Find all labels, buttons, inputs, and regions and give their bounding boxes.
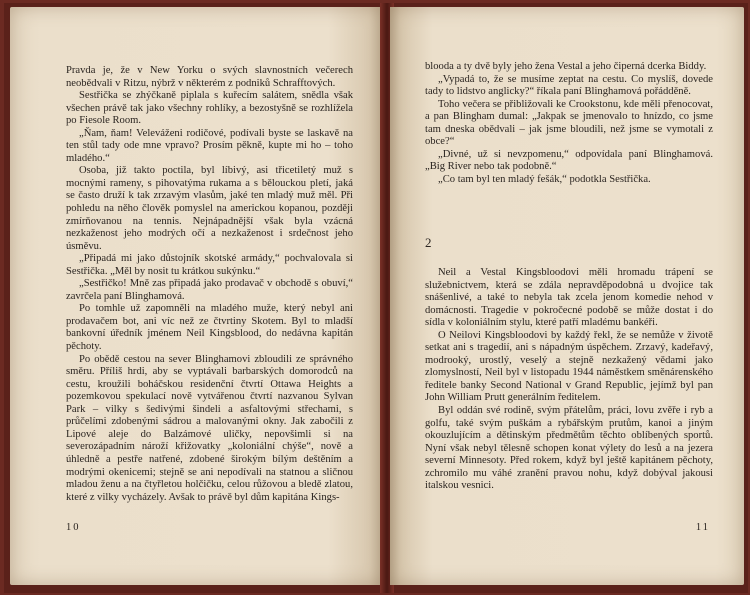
right-page [390,7,744,585]
page-number-left: 10 [66,522,81,533]
paragraph: Toho večera se přibližovali ke Crookstonu, kde měli přenocovat, a pan Blingham dumal: „Jakpak se jmenovalo to hnízdo, co jsme tam dneska obědvali – jak jsme bloudili, než jsme se vymotali z obce?“ [425,98,713,148]
paragraph: „Sestřičko! Mně zas připadá jako prodavač v obchodě s obuví,“ zavrčela paní Blinghamová. [66,278,353,302]
paragraph: „Ňam, ňam! Veleváženi rodičové, podívali byste se laskavě na ten stůl tady ode mne vpravo? Prosím pěkně, kupte mi ho – toho mladého.“ [66,127,353,164]
right-page-text-bottom [425,267,713,493]
left-page [10,7,384,585]
left-page-text [66,65,353,504]
paragraph: Pravda je, že v New Yorku o svých slavnostních večerech neobědvali v Ritzu, nýbrž v některém z podniků Schrafftových. [66,65,353,89]
right-page-text-top [425,61,713,186]
paragraph: Osoba, již takto poctila, byl líbivý, asi třicetiletý muž s mocnými rameny, s pihovatýma rukama a s bělouckou pletí, jaká se často druží k tak zrzavým vlasům, jaké ten mladý muž měl. Při pohledu na něho člověk pomyslel na americkou kopanou, později zmírňovanou na tennis. Nejnápadnější však byla vzácná nezkaženost jeho modrých očí a nezkaženost i srdečnost jeho úsměvu. [66,165,353,252]
paragraph: Po obědě cestou na sever Blinghamovi zbloudili ze správného směru. Příliš hrdi, aby se vyptávali barbarských domorodců na cestu, kroužili boháčskou residenční čtvrtí Ottawa Heights a pozemkovou spekulací nově vytvářenou čtvrtí nazvanou Sylvan Park – vilky s šedivými šindeli a asfaltovými střechami, s průčelími zdobenými sádrou a malovanými okny. Jak zabočili z Lipové aleje do Balzámové uličky, nepovšimli si na severozápadním nároží křižovatky „koloniální chýše“, nově a úhledně a pestře natřené, zdobené širokým bílým deštěním a modrými okenicemi; stejně se ani nepodívali na statnou a sličnou mladou ženu a na čtyřletou holčičku, celou růžovou a bledě zlatou, které z vilky vycházely. Avšak to právě byl dům kapitána Kings- [66,353,353,503]
paragraph: „Divné, už si nevzpomenu,“ odpovídala paní Blinghamová. „Big River nebo tak podobně.“ [425,148,713,173]
paragraph: blooda a ty dvě byly jeho žena Vestal a jeho čiperná dcerka Biddy. [425,61,707,72]
page-number-right: 11 [695,522,710,533]
paragraph: Byl oddán své rodině, svým přátelům, práci, lovu zvěře i ryb a golfu, také svým puškám a rybářským prutům, kanoi a jiným okouzlujícím a dětinským předmětům těchto oblíbených sportů. Nyní však nebyl tělesně schopen konat výlety do lesů a na jezera severní Minnesoty. Před rokem, když byl ještě kapitánem pěchoty, zchromilo mu váhé zranění pravou nohu, když dobýval jakousi italskou vesnici. [425,405,713,492]
chapter-number: 2 [425,235,432,250]
book-spread [4,3,748,593]
paragraph: Sestřička se zhýčkaně piplala s kuřecím salátem, snědla však všechen právě tak jako všechny rohlíky, a bezostyšně se rozhlížela po Fiesole Room. [66,90,353,127]
paragraph: Neil a Vestal Kingsbloodovi měli hromadu trápení se služebnictvem, která se zdála nepravděpodobná u dvojice tak snášenlivé, a také to nebyla tak zcela jenom komedie nehod v domácnosti. Tragedie v pokročecné podobě se může dostat i do sídla v koloniálním stylu, které patří mladému bankéři. [425,267,713,329]
paragraph: „Připadá mi jako důstojník skotské armády,“ pochvalovala si Sestřička. „Měl by nosit tu krátkou sukýnku.“ [66,253,353,277]
paragraph: „Vypadá to, že se musíme zeptat na cestu. Co myslíš, dovede tady to lidstvo anglicky?“ říkala paní Blinghamová pořádděně. [425,73,713,98]
paragraph: „Co tam byl ten mladý fešák,“ podotkla Sestřička. [438,173,651,185]
paragraph: O Neilovi Kingsbloodovi by každý řekl, že se nemůže v životě setkat ani s tragedií, ani s nápadným úspěchem. Zrzavý, kadeřavý, modrooký, urostlý, veselý a stejně nezkažený vědami jako zlomyslností, Neil byl v listopadu 1944 náměstkem směnárenského ředitele banky Second National v Grand Republic, jejímž byl pan John William Prutt generálním ředitelem. [425,329,713,404]
paragraph: Po tomhle už zapomněli na mladého muže, který nebyl ani prodavačem bot, ani víc než ze čtvrtiny Skotem. Byl to mladší bankovní úředník jménem Neil Kingsblood, do nedávna kapitán pěchoty. [66,303,353,353]
